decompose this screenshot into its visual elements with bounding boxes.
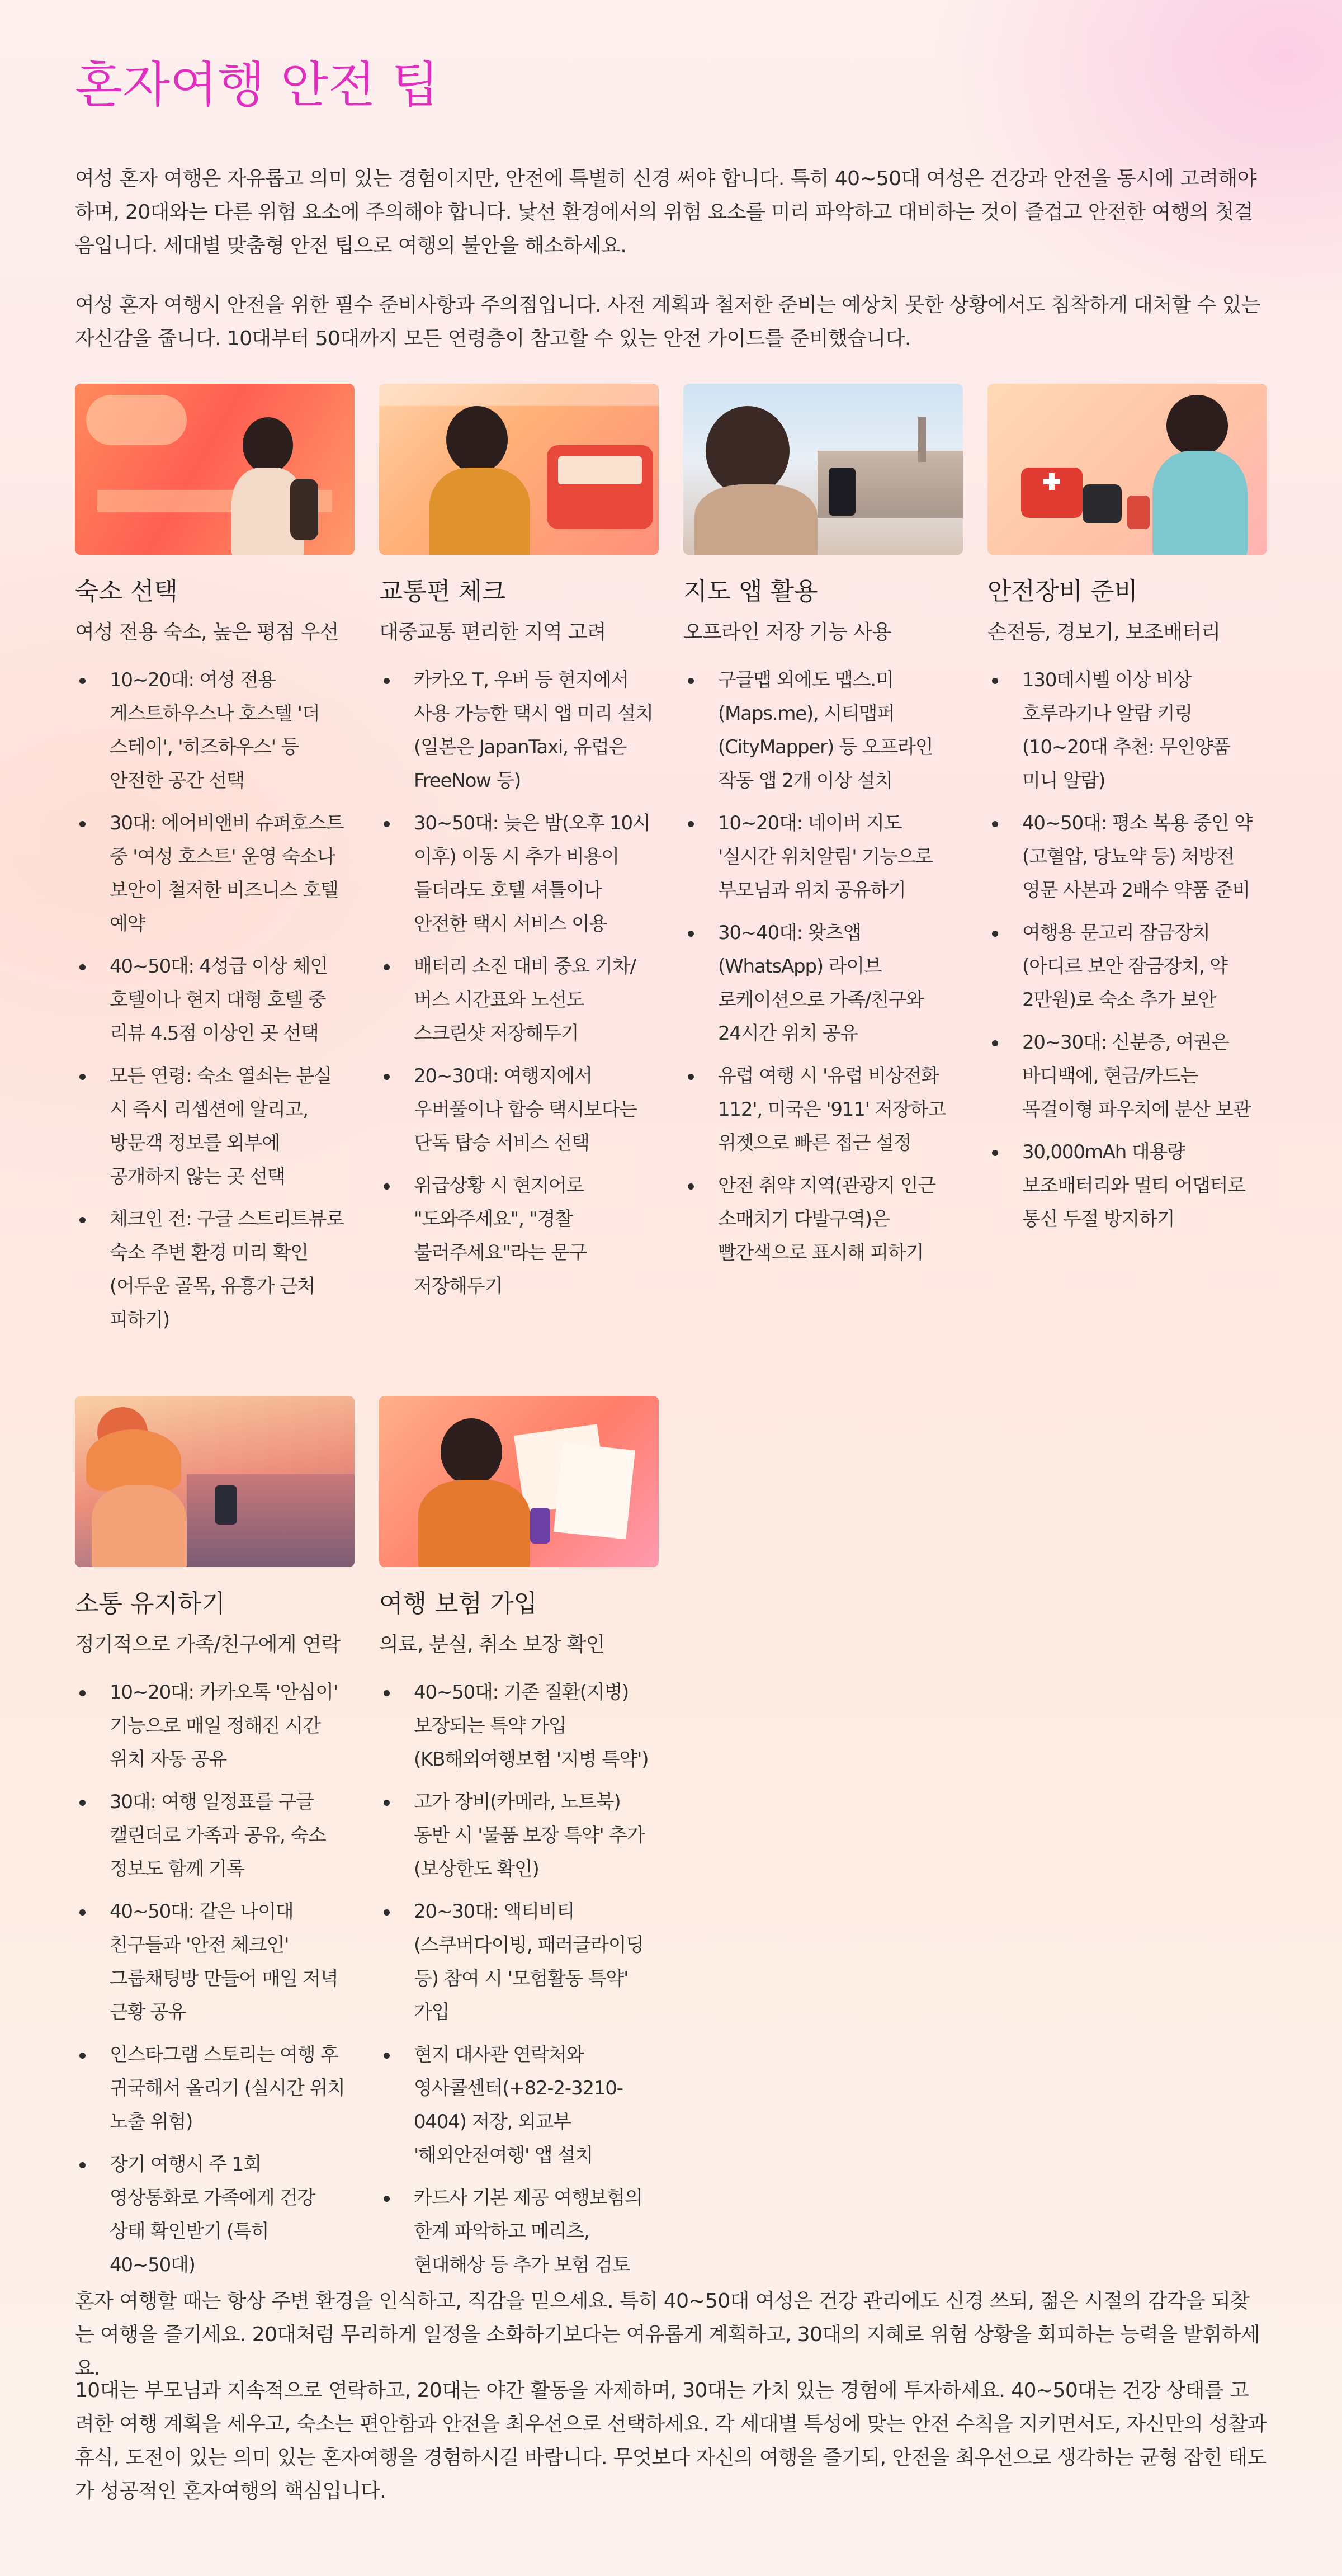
- list-item: 배터리 소진 대비 중요 기차/버스 시간표와 노선도 스크린샷 저장해두기: [379, 950, 659, 1050]
- list-item: 30대: 에어비앤비 슈퍼호스트 중 '여성 호스트' 운영 숙소나 보안이 철저한 비즈니스 호텔 예약: [75, 806, 355, 941]
- tip-image: [987, 384, 1267, 555]
- tip-card-title: 지도 앱 활용: [683, 577, 818, 606]
- list-item: 카드사 기본 제공 여행보험의 한계 파악하고 메리츠, 현대해상 등 추가 보험 검토: [379, 2181, 659, 2282]
- list-item: 안전 취약 지역(관광지 인근 소매치기 다발구역)은 빨간색으로 표시해 피하기: [683, 1169, 963, 1270]
- list-item: 10~20대: 여성 전용 게스트하우스나 호스텔 '더 스테이', '히즈하우스' 등 안전한 공간 선택: [75, 663, 355, 798]
- list-item: 40~50대: 평소 복용 중인 약(고혈압, 당뇨약 등) 처방전 영문 사본과 2배수 약품 준비: [987, 806, 1267, 907]
- list-item: 인스타그램 스토리는 여행 후 귀국해서 올리기 (실시간 위치 노출 위험): [75, 2038, 355, 2139]
- intro-paragraph: 여성 혼자 여행시 안전을 위한 필수 준비사항과 주의점입니다. 사전 계획과 철저한 준비는 예상치 못한 상황에서도 침착하게 대처할 수 있는 자신감을 줍니다. 10대부터 50대까지 모든 연령층이 참고할 수 있는 안전 가이드를 준비했습니다.: [75, 294, 1260, 350]
- tip-card-accommodation: [75, 384, 355, 1331]
- list-item: 30,000mAh 대용량 보조배터리와 멀티 어댑터로 통신 두절 방지하기: [987, 1135, 1267, 1236]
- tip-card-subtitle: 정기적으로 가족/친구에게 연락: [75, 1633, 341, 1656]
- list-item: 모든 연령: 숙소 열쇠는 분실 시 즉시 리셉션에 알리고, 방문객 정보를 외부에 공개하지 않는 곳 선택: [75, 1059, 355, 1193]
- closing-paragraph: 혼자 여행할 때는 항상 주변 환경을 인식하고, 직감을 믿으세요. 특히 40~50대 여성은 건강 관리에도 신경 쓰되, 젊은 시절의 감각을 되찾는 여행을 즐기세요. 20대처럼 무리하게 일정을 소화하기보다는 여유롭게 계획하고, 30대의 지혜로 위험 상황을 회피하는 능력을 발휘하세요.: [75, 2290, 1260, 2380]
- list-item: 카카오 T, 우버 등 현지에서 사용 가능한 택시 앱 미리 설치 (일본은 JapanTaxi, 유럽은 FreeNow 등): [379, 663, 659, 798]
- tip-card-subtitle: 의료, 분실, 취소 보장 확인: [379, 1633, 605, 1656]
- tip-card-subtitle: 여성 전용 숙소, 높은 평점 우선: [75, 621, 339, 644]
- list-item: 체크인 전: 구글 스트리트뷰로 숙소 주변 환경 미리 확인 (어두운 골목, 유흥가 근처 피하기): [75, 1202, 355, 1337]
- tip-list: [683, 663, 963, 1278]
- tip-card-title: 숙소 선택: [75, 577, 178, 606]
- list-item: 30~40대: 왓츠앱(WhatsApp) 라이브 로케이션으로 가족/친구와 24시간 위치 공유: [683, 916, 963, 1050]
- list-item: 여행용 문고리 잠금장치(아디르 보안 잠금장치, 약 2만원)로 숙소 추가 보안: [987, 916, 1267, 1017]
- list-item: 구글맵 외에도 맵스.미(Maps.me), 시티맵퍼(CityMapper) 등 오프라인 작동 앱 2개 이상 설치: [683, 663, 963, 798]
- tip-list: [987, 663, 1267, 1245]
- tip-list: [75, 1676, 355, 2291]
- page-title: 혼자여행 안전 팁: [75, 56, 440, 114]
- tip-card-title: 여행 보험 가입: [379, 1589, 537, 1618]
- list-item: 30대: 여행 일정표를 구글 캘린더로 가족과 공유, 숙소 정보도 함께 기록: [75, 1785, 355, 1886]
- list-item: 40~50대: 기존 질환(지병) 보장되는 특약 가입 (KB해외여행보험 '지병 특약'): [379, 1676, 659, 1776]
- tip-card-map-app: [683, 384, 963, 1264]
- list-item: 위급상황 시 현지어로 "도와주세요", "경찰 불러주세요"라는 문구 저장해두기: [379, 1169, 659, 1303]
- tip-list: [379, 663, 659, 1312]
- tip-card-title: 소통 유지하기: [75, 1589, 226, 1618]
- list-item: 20~30대: 신분증, 여권은 바디백에, 현금/카드는 목걸이형 파우치에 분산 보관: [987, 1026, 1267, 1126]
- tip-image: [379, 384, 659, 555]
- closing-paragraph: 10대는 부모님과 지속적으로 연락하고, 20대는 야간 활동을 자제하며, 30대는 가치 있는 경험에 투자하세요. 40~50대는 건강 상태를 고려한 여행 계획을 세우고, 숙소는 편안함과 안전을 최우선으로 선택하세요. 각 세대별 특성에 맞는 안전 수칙을 지키면서도, 자신만의 성찰과 휴식, 도전이 있는 의미 있는 혼자여행을 경험하시길 바랍니다. 무엇보다 자신의 여행을 즐기되, 안전을 최우선으로 생각하는 균형 잡힌 태도가 성공적인 혼자여행의 핵심입니다.: [75, 2379, 1267, 2503]
- list-item: 10~20대: 카카오톡 '안심이' 기능으로 매일 정해진 시간 위치 자동 공유: [75, 1676, 355, 1776]
- tip-image: [379, 1396, 659, 1567]
- tip-card-communication: [75, 1396, 355, 2276]
- tip-card-subtitle: 손전등, 경보기, 보조배터리: [987, 621, 1221, 644]
- list-item: 30~50대: 늦은 밤(오후 10시 이후) 이동 시 추가 비용이 들더라도 호텔 셔틀이나 안전한 택시 서비스 이용: [379, 806, 659, 941]
- tip-list: [379, 1676, 659, 2291]
- tip-card-insurance: [379, 1396, 659, 2276]
- tip-image: [75, 1396, 355, 1567]
- tip-image: [75, 384, 355, 555]
- list-item: 10~20대: 네이버 지도 '실시간 위치알림' 기능으로 부모님과 위치 공유하기: [683, 806, 963, 907]
- list-item: 130데시벨 이상 비상 호루라기나 알람 키링(10~20대 추천: 무인양품 미니 알람): [987, 663, 1267, 798]
- list-item: 고가 장비(카메라, 노트북) 동반 시 '물품 보장 특약' 추가 (보상한도 확인): [379, 1785, 659, 1886]
- tip-card-safety-gear: [987, 384, 1267, 1230]
- tip-card-title: 교통편 체크: [379, 577, 506, 606]
- tip-card-title: 안전장비 준비: [987, 577, 1138, 606]
- intro-paragraph: 여성 혼자 여행은 자유롭고 의미 있는 경험이지만, 안전에 특별히 신경 써야 합니다. 특히 40~50대 여성은 건강과 안전을 동시에 고려해야 하며, 20대와는 다른 위험 요소에 주의해야 합니다. 낯선 환경에서의 위험 요소를 미리 파악하고 대비하는 것이 즐겁고 안전한 여행의 첫걸음입니다. 세대별 맞춤형 안전 팁으로 여행의 불안을 해소하세요.: [75, 167, 1256, 257]
- list-item: 유럽 여행 시 '유럽 비상전화 112', 미국은 '911' 저장하고 위젯으로 빠른 접근 설정: [683, 1059, 963, 1160]
- tip-image: [683, 384, 963, 555]
- list-item: 20~30대: 여행지에서 우버풀이나 합승 택시보다는 단독 탑승 서비스 선택: [379, 1059, 659, 1160]
- list-item: 현지 대사관 연락처와 영사콜센터(+82-2-3210-0404) 저장, 외교부 '해외안전여행' 앱 설치: [379, 2038, 659, 2172]
- list-item: 20~30대: 액티비티(스쿠버다이빙, 패러글라이딩 등) 참여 시 '모험활동 특약' 가입: [379, 1895, 659, 2029]
- tip-card-subtitle: 오프라인 저장 기능 사용: [683, 621, 891, 644]
- tip-list: [75, 663, 355, 1346]
- tip-card-transport: [379, 384, 659, 1298]
- list-item: 장기 여행시 주 1회 영상통화로 가족에게 건강 상태 확인받기 (특히 40~50대): [75, 2148, 355, 2282]
- list-item: 40~50대: 같은 나이대 친구들과 '안전 체크인' 그룹채팅방 만들어 매일 저녁 근황 공유: [75, 1895, 355, 2029]
- tip-card-subtitle: 대중교통 편리한 지역 고려: [379, 621, 606, 644]
- list-item: 40~50대: 4성급 이상 체인 호텔이나 현지 대형 호텔 중 리뷰 4.5점 이상인 곳 선택: [75, 950, 355, 1050]
